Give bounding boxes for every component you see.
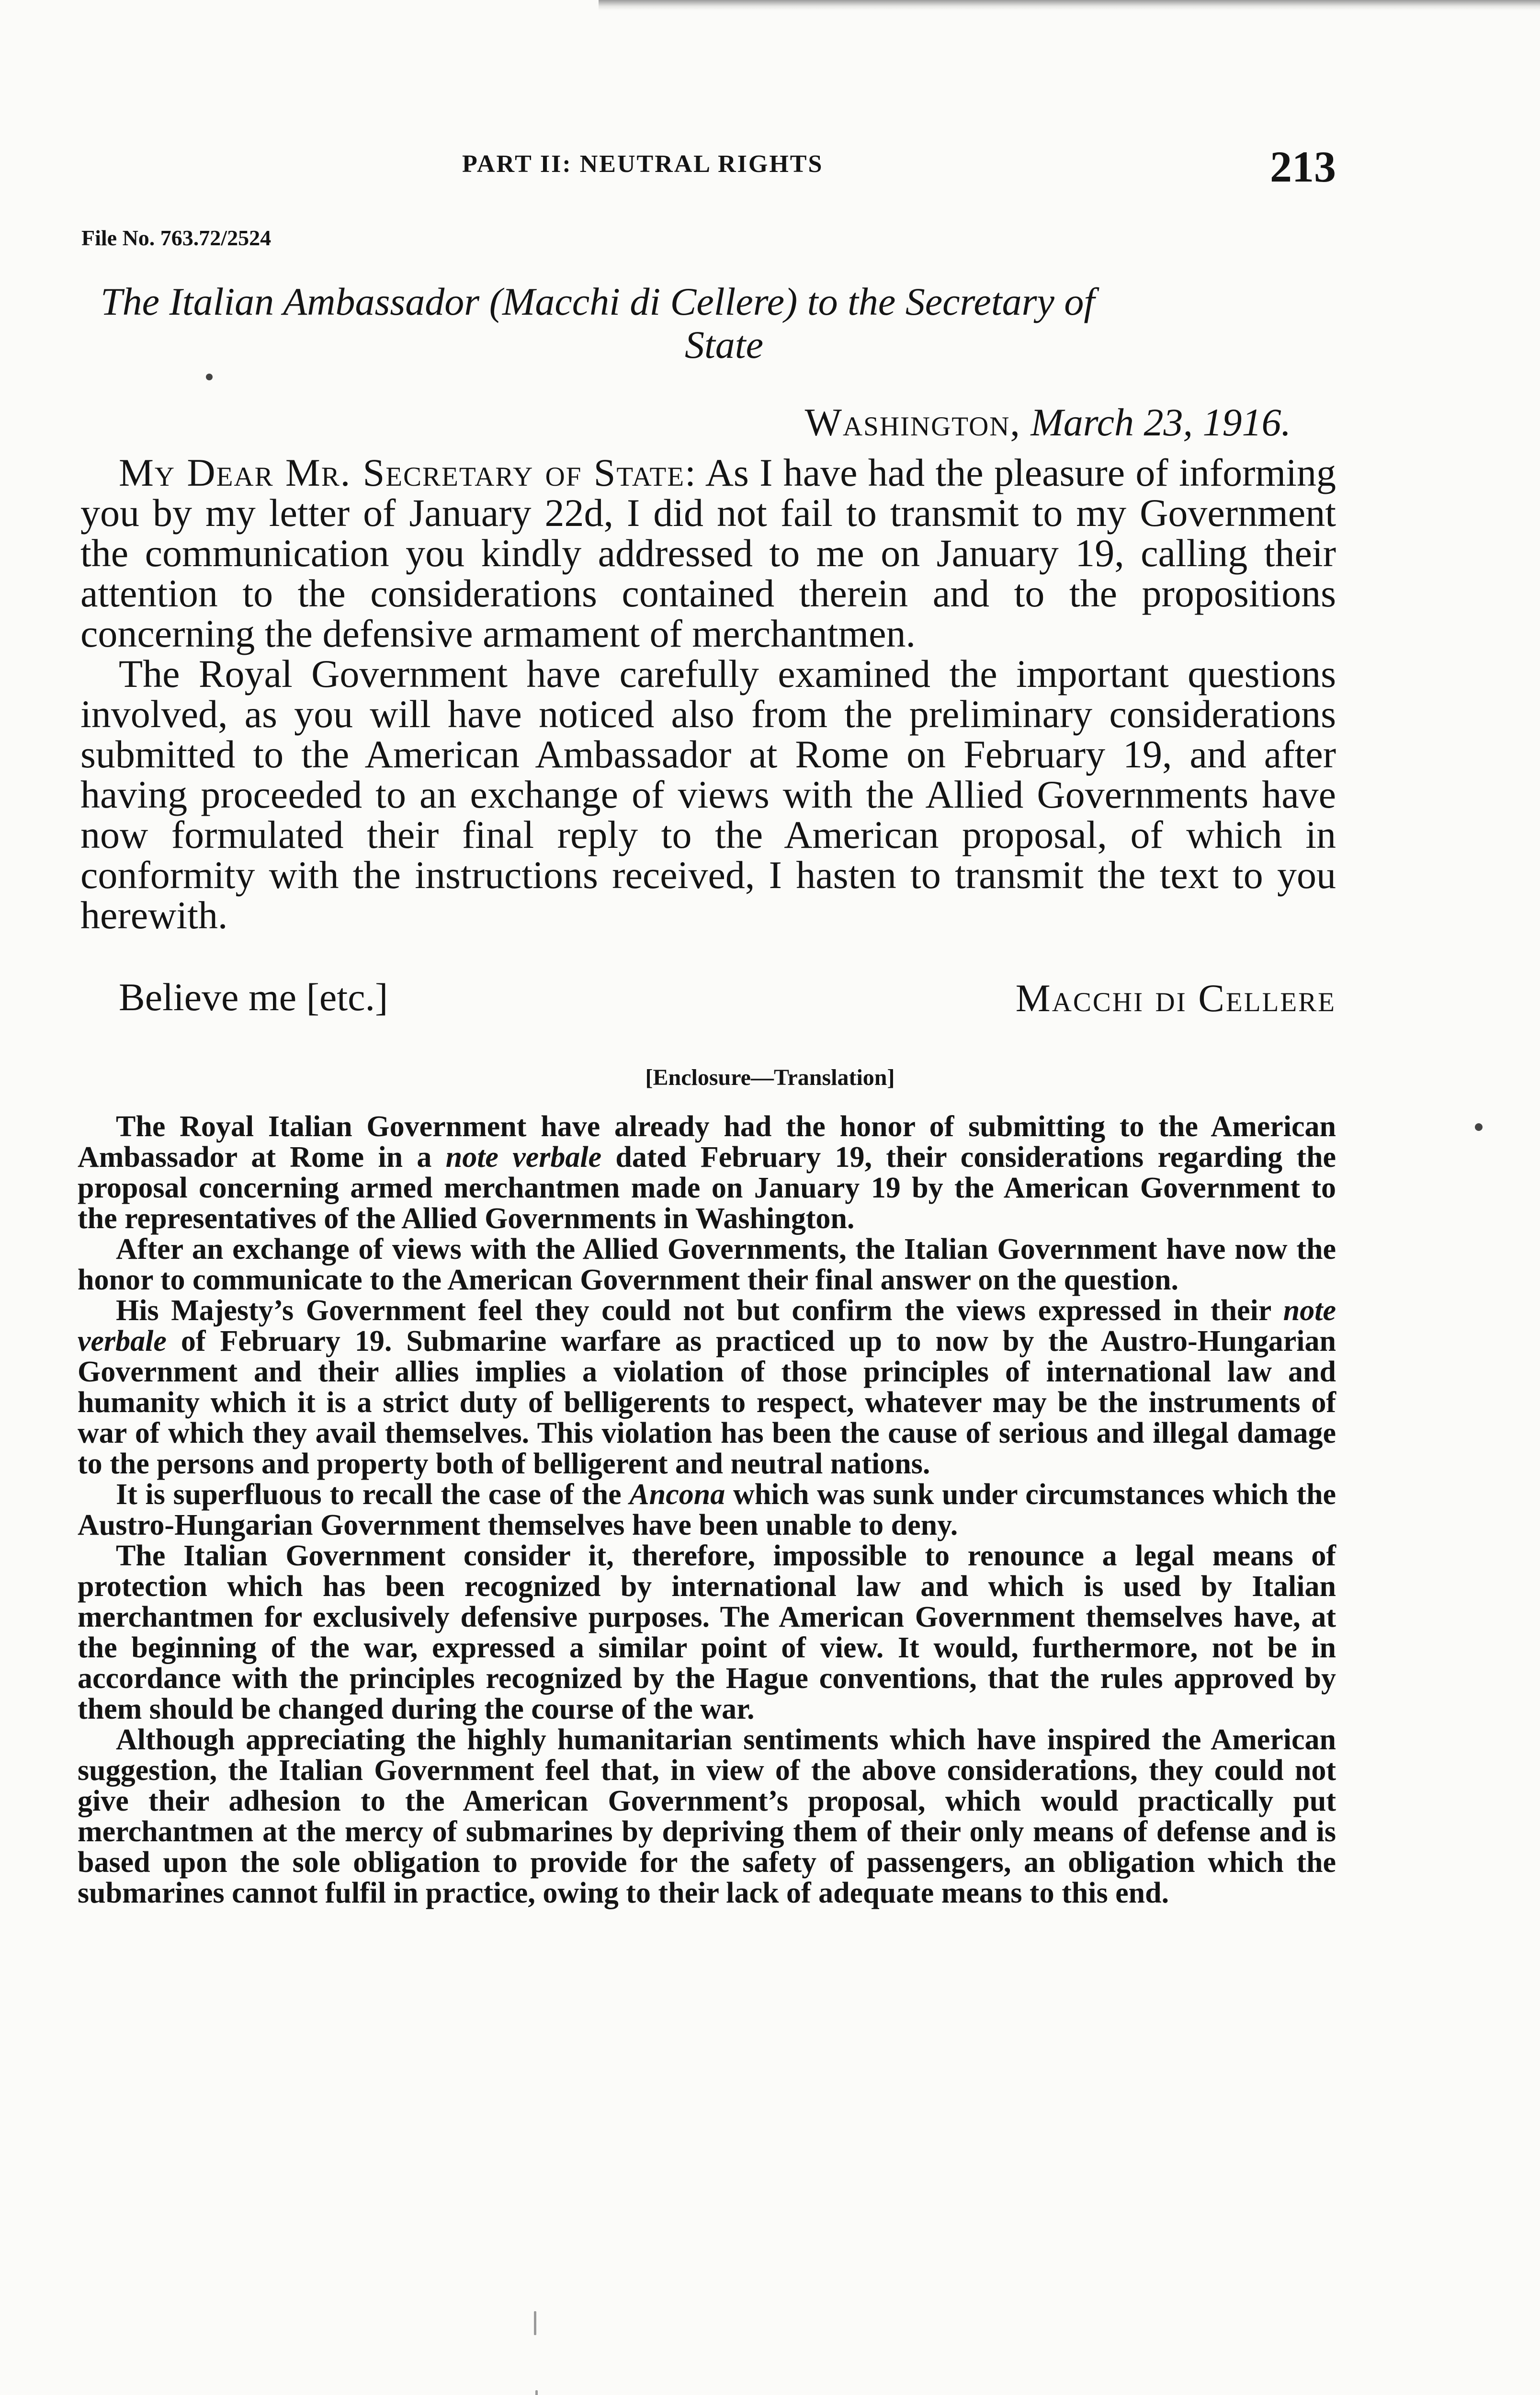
- enclosure-p3-text-a: His Majesty’s Government feel they could not but confirm the views expressed in their: [116, 1294, 1283, 1327]
- enclosure-paragraph-5: The Italian Government consider it, therefore, impossible to renounce a legal means of protection which has been recognized by international law and which is used by Italian merchantmen for exclusively defensive purposes. The American Government themselves have, at the beginning of the war, expressed a similar point of view. It would, furthermore, not be in accordance with the principles recognized by the Hague conventions, that the rules approved by them should be changed during the course of the war.: [78, 1540, 1336, 1725]
- enclosure-p3-text-b: of February 19. Submarine warfare as practiced up to now by the Austro-Hungarian Government and their allies implies a violation of those principles of international law and humanity which it is a strict duty of belligerents to respect, whatever may be the instruments of war of which they avail themselves. This violation has been the cause of serious and illegal damage to the persons and property both of belligerent and neutral nations.: [78, 1325, 1336, 1480]
- document-title: [101, 280, 1346, 366]
- enclosure-p4-italic: Ancona: [629, 1478, 725, 1511]
- enclosure-body: [78, 1111, 1336, 1908]
- enclosure-p4-text-a: It is superfluous to recall the case of the: [116, 1478, 630, 1511]
- enclosure-p1-text-b: dated February 19, their considerations regarding the proposal concerning armed merchantmen made on January 19 by the American Government to the representatives of the Allied Governments in Washington.: [78, 1141, 1336, 1235]
- enclosure-p3-italic: note verbale: [78, 1294, 1336, 1357]
- dateline: [805, 400, 1291, 445]
- enclosure-paragraph-2: After an exchange of views with the Allied Governments, the Italian Government have now the honor to communicate to the American Government their final answer on the question.: [78, 1233, 1336, 1296]
- enclosure-label: [Enclosure—Translation]: [645, 1065, 895, 1090]
- letter-paragraph-1-text: As I have had the pleasure of informing you by my letter of January 22d, I did not fail to transmit to my Government the communication you kindly addressed to me on January 19, calling their attention to the considerations contained therein and to the propositions concerning the defensive armament of merchantmen.: [80, 451, 1336, 655]
- enclosure-paragraph-3: [78, 1295, 1336, 1479]
- complimentary-close: Believe me [etc.]: [119, 975, 388, 1019]
- ink-speck: [206, 374, 213, 380]
- page-number: 213: [1270, 142, 1336, 191]
- dateline-place: Washington,: [804, 400, 1021, 444]
- running-head: PART II: NEUTRAL RIGHTS: [462, 150, 824, 178]
- title-line-1: The Italian Ambassador (Macchi di Cellere) to the Secretary of: [101, 280, 1095, 323]
- signature: Macchi di Cellere: [1015, 976, 1336, 1020]
- letter-paragraph-2: The Royal Government have carefully examined the important questions involved, as you will have noticed also from the preliminary considerations submitted to the American Ambassador at Rome on February 19, and after having proceeded to an exchange of views with the Allied Governments have now formulated their final reply to the American proposal, of which in conformity with the instructions received, I hasten to transmit the text to you herewith.: [80, 652, 1336, 937]
- enclosure-p4-text-b: which was sunk under circumstances which the Austro-Hungarian Government themselves have been unable to deny.: [78, 1478, 1336, 1541]
- enclosure-p1-text-a: The Royal Italian Government have already had the honor of submitting to the American Ambassador at Rome in a: [78, 1110, 1336, 1174]
- enclosure-paragraph-4: [78, 1479, 1336, 1540]
- enclosure-paragraph-6: Although appreciating the highly humanitarian sentiments which have inspired the American suggestion, the Italian Government feel that, in view of the above considerations, they could not give their adhesion to the American Government’s proposal, which would practically put merchantmen at the mercy of submarines by depriving them of their only means of defense and is based upon the sole obligation to provide for the safety of passengers, an obligation which the submarines cannot fulfil in practice, owing to their lack of adequate means to this end.: [78, 1723, 1336, 1909]
- enclosure-p1-italic: note verbale: [445, 1141, 602, 1174]
- enclosure-paragraph-1: [78, 1111, 1336, 1234]
- letter-body: [80, 453, 1336, 935]
- ink-speck: [535, 2390, 538, 2395]
- title-line-2: State: [685, 323, 763, 366]
- dateline-date: March 23, 1916.: [1030, 400, 1291, 444]
- letter-paragraph-1: [80, 453, 1336, 654]
- file-number: File No. 763.72/2524: [81, 226, 272, 250]
- ink-speck: [1475, 1123, 1483, 1131]
- salutation: My Dear Mr. Secretary of State:: [119, 451, 697, 494]
- page-header: [450, 141, 1336, 194]
- ink-speck: [534, 2311, 536, 2335]
- scan-edge-shadow: [599, 0, 1540, 11]
